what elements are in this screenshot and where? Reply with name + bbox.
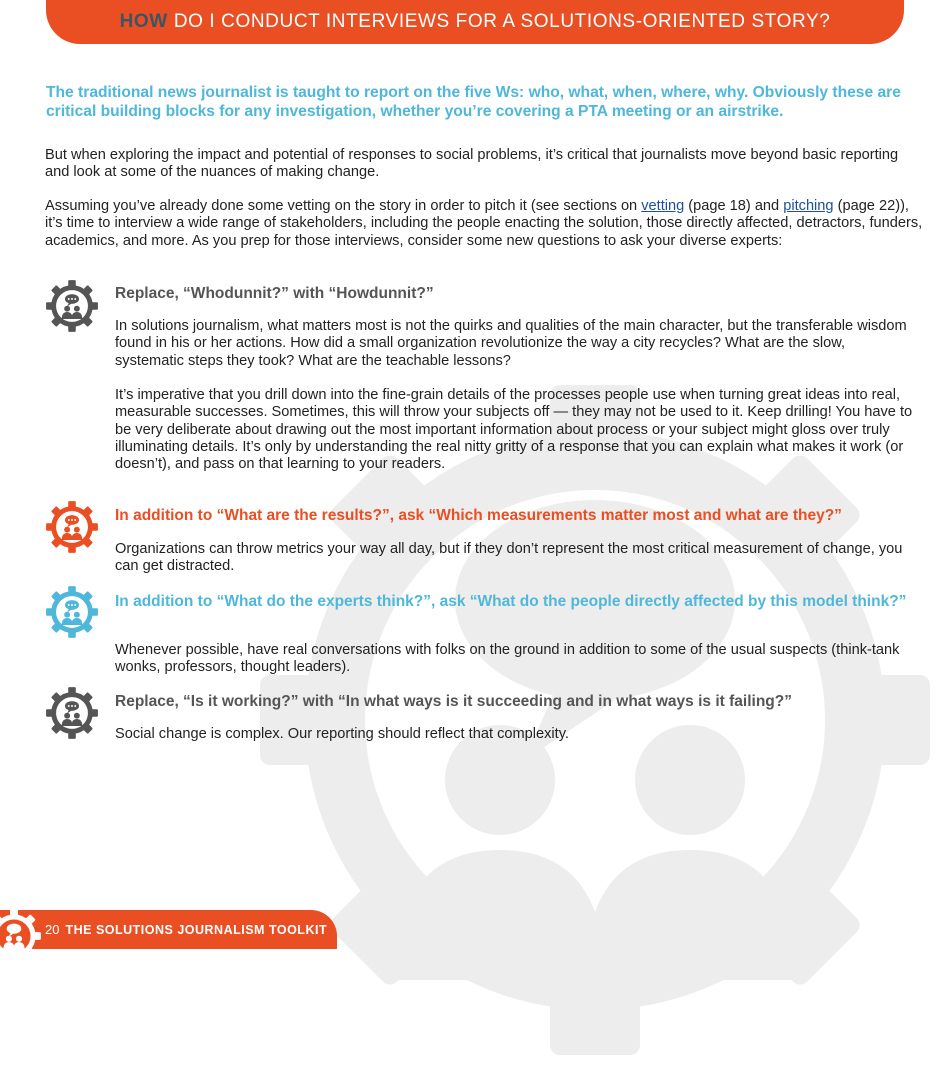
footer-gear-icon xyxy=(0,908,42,964)
footer-title: THE SOLUTIONS JOURNALISM TOOLKIT xyxy=(65,922,328,937)
section-2-body: Organizations can throw metrics your way all day, but if they don’t represent the most critical measurement of change, you can get distracted. xyxy=(115,541,903,575)
body-paragraph-2 xyxy=(45,198,925,250)
section-4-heading: Replace, “Is it working?” with “In what ways is it succeeding and in what ways is it failing?” xyxy=(115,693,792,710)
paragraph-2-text-a: Assuming you’ve already done some vetting on the story in order to pitch it (see sections on xyxy=(45,198,642,214)
intro-paragraph: The traditional news journalist is taught to report on the five Ws: who, what, when, where, why. Obviously these are critical building blocks for any investigation, whether you’re covering a PTA meeting or an airstrike. xyxy=(46,84,901,120)
gear-people-icon xyxy=(45,585,99,639)
section-2-heading: In addition to “What are the results?”, ask “Which measurements matter most and what are they?” xyxy=(115,507,842,524)
pitching-link[interactable]: pitching xyxy=(783,198,834,214)
section-1-body-1: In solutions journalism, what matters most is not the quirks and qualities of the main character, but the transferable wisdom found in his or her actions. How did a small organization revolutionize the way a city recycles? What are the slow, systematic steps they took? What are the teachable lessons? xyxy=(115,318,907,369)
section-4-body: Social change is complex. Our reporting should reflect that complexity. xyxy=(115,726,569,742)
section-3-body: Whenever possible, have real conversations with folks on the ground in addition to some of the usual suspects (think-tank wonks, professors, thought leaders). xyxy=(115,642,900,676)
gear-people-icon xyxy=(45,686,99,740)
vetting-link[interactable]: vetting xyxy=(641,198,685,214)
page-header-banner xyxy=(46,0,904,44)
section-1-heading: Replace, “Whodunnit?” with “Howdunnit?” xyxy=(115,285,434,302)
gear-people-icon xyxy=(45,279,99,333)
body-paragraph-1: But when exploring the impact and potential of responses to social problems, it’s critical that journalists move beyond basic reporting and look at some of the nuances of making change. xyxy=(45,147,899,181)
header-title: DO I CONDUCT INTERVIEWS FOR A SOLUTIONS-ORIENTED STORY? xyxy=(173,11,831,32)
section-3-heading: In addition to “What do the experts think?”, ask “What do the people directly affected by this model think?” xyxy=(115,593,907,610)
header-highlight: HOW xyxy=(119,11,168,32)
page-number: 20 xyxy=(45,922,60,937)
page-footer xyxy=(0,910,337,949)
paragraph-2-text-c: (page 22)), it’s time to interview a wide range of stakeholders, including the people enacting the solution, those directly affected, detractors, funders, academics, and more. As you prep for those interviews, consider some new questions to ask your diverse experts: xyxy=(45,198,923,249)
gear-people-icon xyxy=(45,500,99,554)
section-1-body-2: It’s imperative that you drill down into the fine-grain details of the processes people use when turning great ideas into real, measurable successes. Sometimes, this will throw your subjects off — they may not be used to it. Keep drilling! You have to be very deliberate about drawing out the most important information about process or your subject might gloss over truly illuminating details. It’s only by understanding the real nitty gritty of a response that you can explain what makes it work (or doesn’t), and pass on that learning to your readers. xyxy=(115,387,913,473)
paragraph-2-text-b: (page 18) and xyxy=(684,198,784,214)
